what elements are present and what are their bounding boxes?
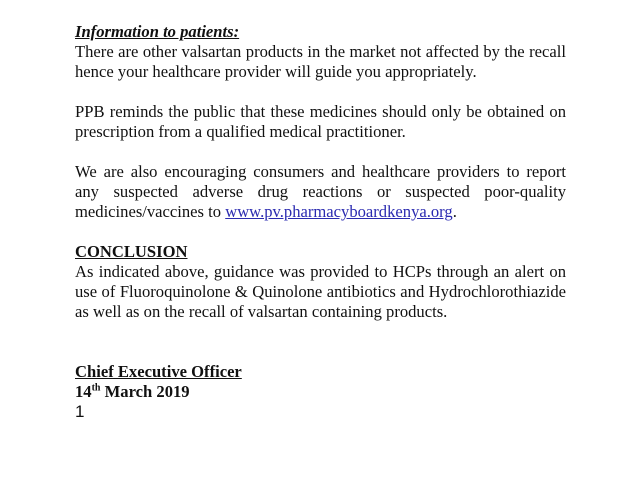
signature-title: Chief Executive Officer	[75, 362, 242, 381]
signature-month-year: March 2019	[100, 382, 190, 401]
info-paragraph: There are other valsartan products in the market not affected by the recall hence your healthcare provider will guide you appropriately.	[75, 42, 566, 81]
signature-date	[75, 382, 566, 402]
spacer	[75, 82, 566, 102]
report-text: We are also encouraging consumers and healthcare providers to report any suspected adverse drug reactions or suspected poor-quality medicines/vaccines to	[75, 162, 566, 221]
pv-website-link[interactable]: www.pv.pharmacyboardkenya.org	[225, 202, 453, 221]
spacer	[75, 322, 566, 342]
document-page	[75, 22, 566, 422]
spacer	[75, 142, 566, 162]
spacer	[75, 342, 566, 362]
signature-day-suffix: th	[91, 382, 101, 394]
info-heading: Information to patients:	[75, 22, 240, 41]
conclusion-heading: CONCLUSION	[75, 242, 188, 261]
signature-day: 14	[75, 382, 92, 401]
page-number: 1	[75, 402, 85, 421]
report-paragraph	[75, 162, 566, 222]
conclusion-paragraph: As indicated above, guidance was provided to HCPs through an alert on use of Fluoroquinolone & Quinolone antibiotics and Hydrochlorothiazide as well as on the recall of valsartan containing products.	[75, 262, 566, 321]
ppb-paragraph: PPB reminds the public that these medicines should only be obtained on prescription from a qualified medical practitioner.	[75, 102, 566, 141]
spacer	[75, 222, 566, 242]
report-text-end: .	[452, 202, 457, 221]
